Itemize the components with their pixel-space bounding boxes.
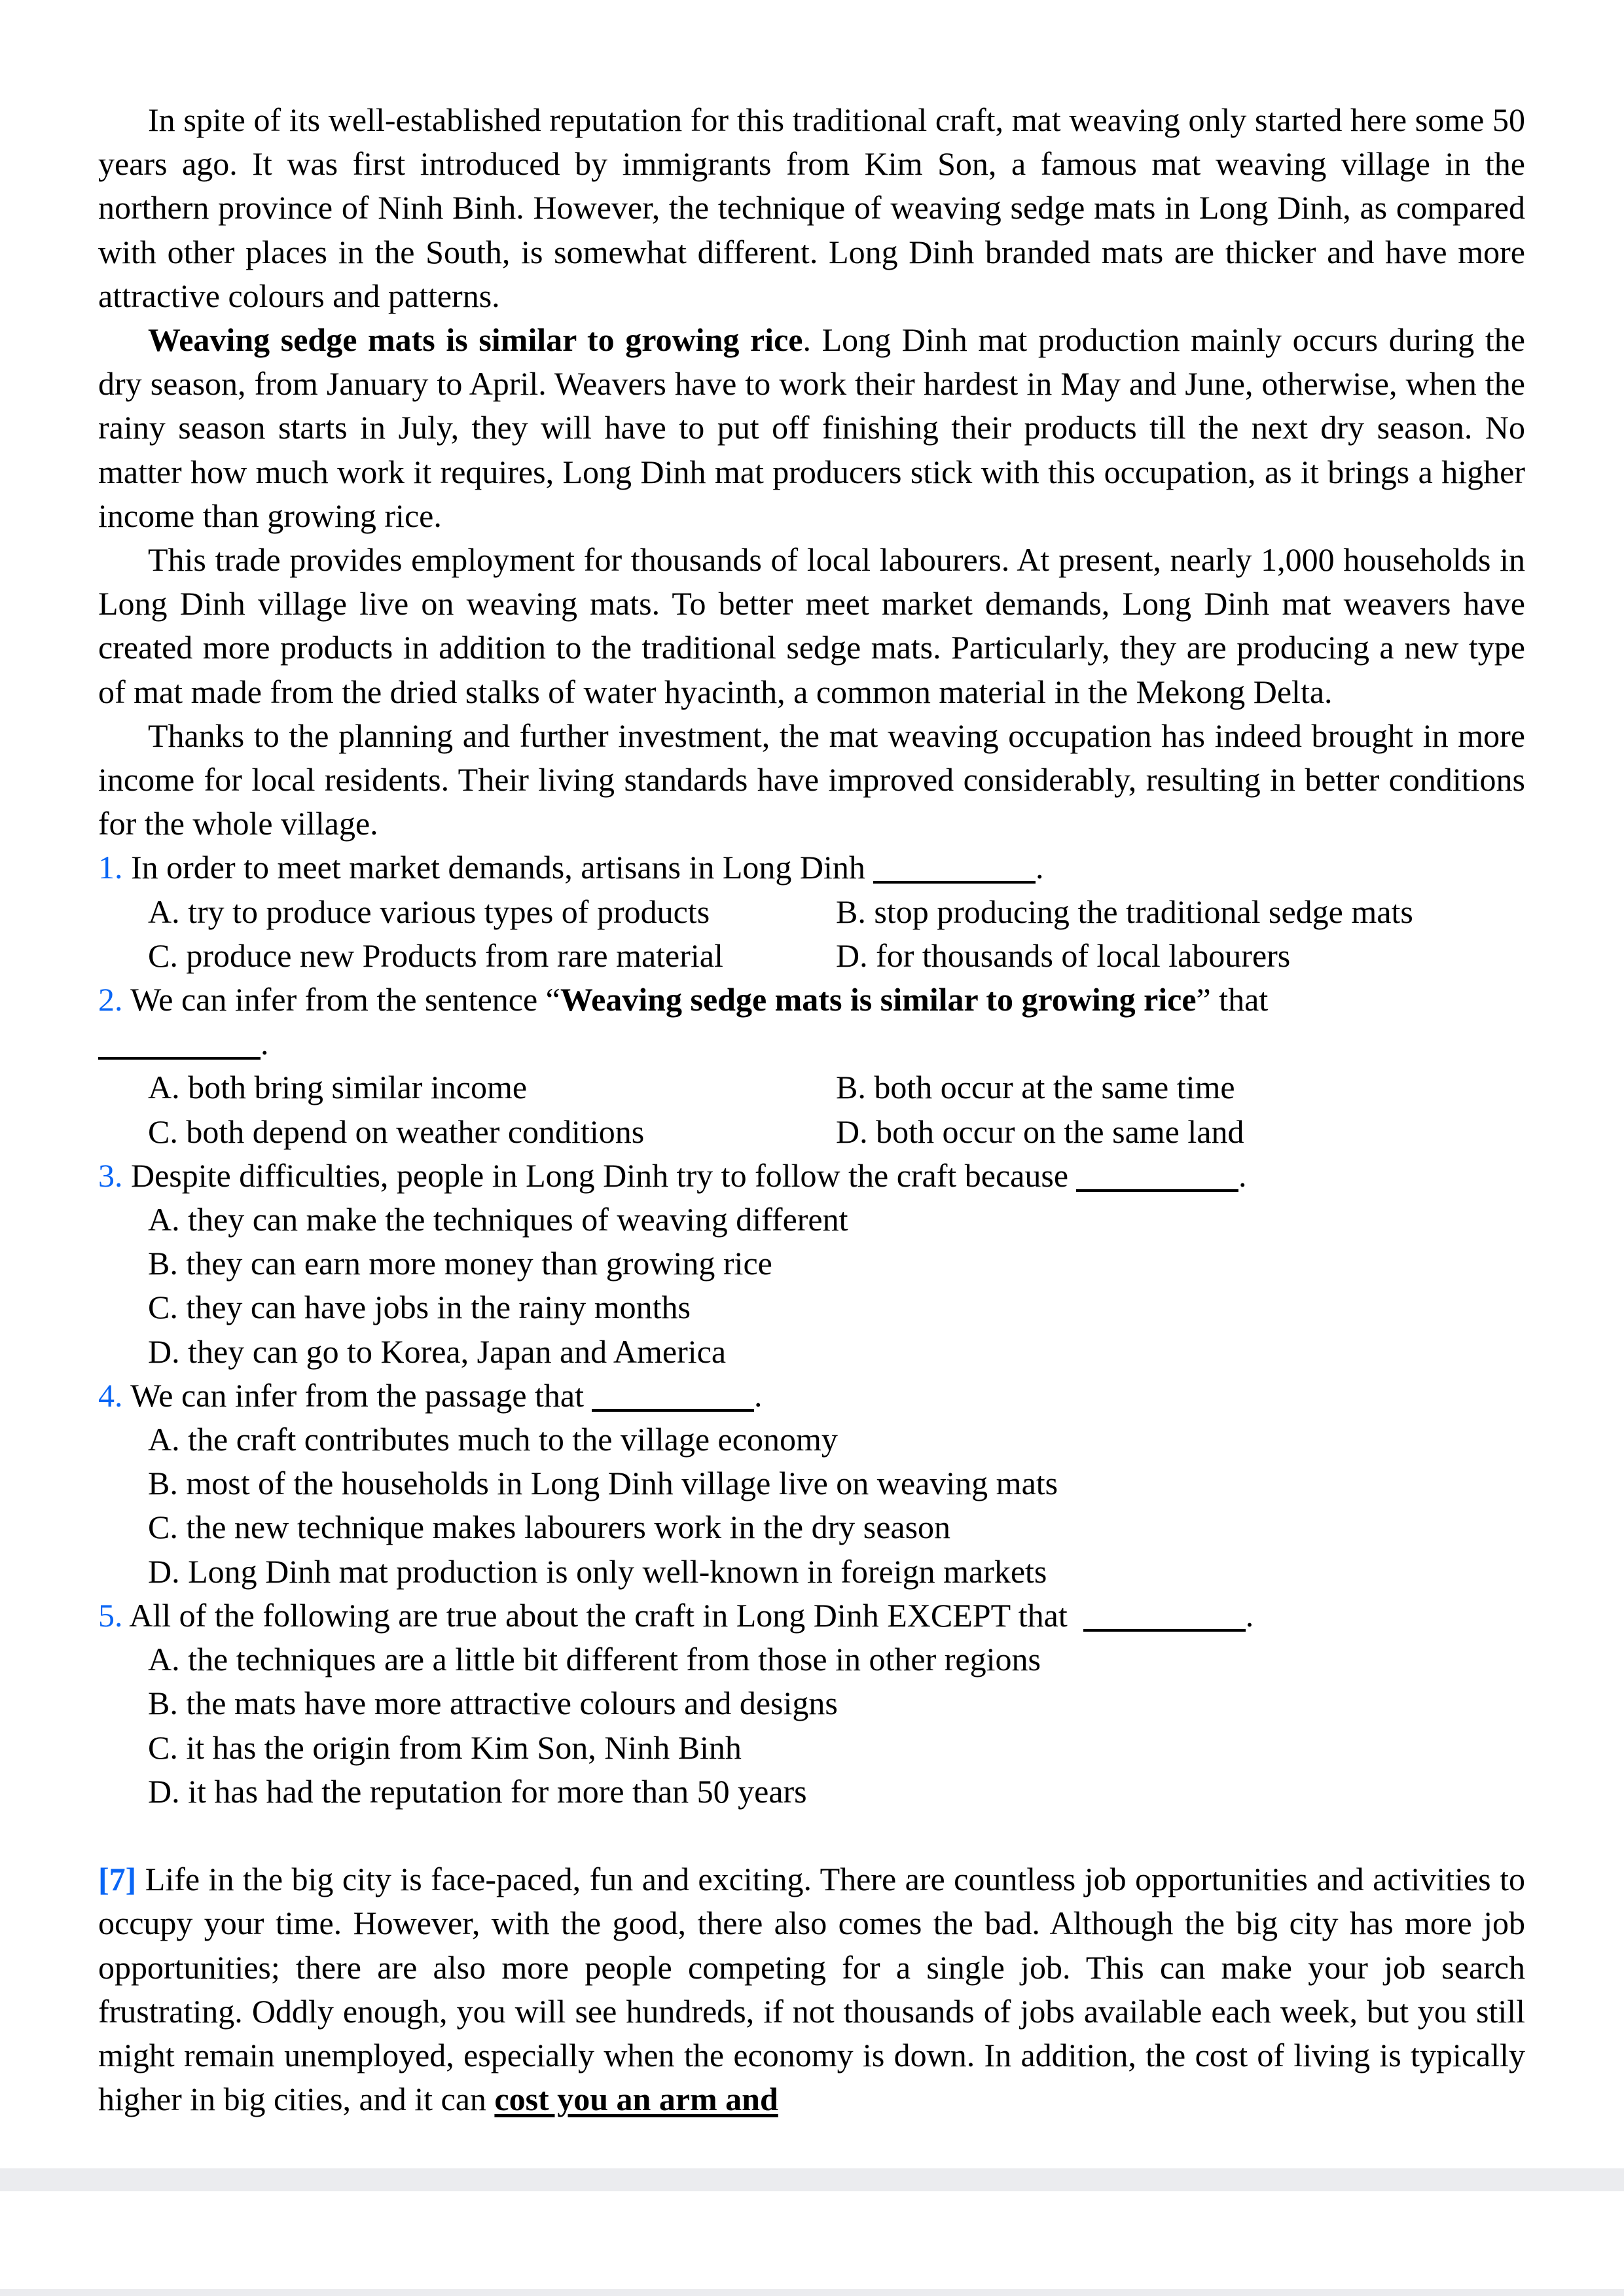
answer-blank (873, 881, 1036, 884)
question-stem: 5. All of the following are true about the craft in Long Dinh EXCEPT that . (98, 1596, 1254, 1634)
option-d[interactable]: D. for thousands of local labourers (836, 937, 1291, 974)
page-break-gap-bottom (0, 2289, 1624, 2296)
option-d[interactable]: D. they can go to Korea, Japan and America (148, 1333, 727, 1370)
question-number: 2. (98, 981, 123, 1018)
answer-blank-line: . (98, 1022, 1525, 1066)
answer-blank (1076, 1189, 1238, 1192)
option-a[interactable]: A. both bring similar income (148, 1069, 528, 1106)
option-c[interactable]: C. both depend on weather conditions (148, 1113, 645, 1150)
options (98, 1638, 1525, 1814)
option-c[interactable]: C. the new technique makes labourers work in the dry season (148, 1509, 951, 1546)
option-d[interactable]: D. both occur on the same land (836, 1113, 1244, 1150)
section-gap (98, 1814, 1525, 1857)
option-a[interactable]: A. they can make the techniques of weaving different (148, 1201, 848, 1238)
question-3 (98, 1154, 1525, 1374)
question-2 (98, 978, 1525, 1154)
question-1 (98, 846, 1525, 978)
passage-label: [7] (98, 1861, 137, 1898)
question-stem: 4. We can infer from the passage that . (98, 1376, 763, 1414)
bold-key-sentence: Weaving sedge mats is similar to growing rice (148, 321, 803, 359)
option-d[interactable]: D. it has had the reputation for more than 50 years (148, 1772, 807, 1810)
options (98, 1066, 1525, 1153)
question-number: 1. (98, 849, 123, 886)
passage-paragraph-4: Thanks to the planning and further investment, the mat weaving occupation has indeed brought in more income for local residents. Their living standards have improved considerably, resulting in better conditions for the whole village. (98, 717, 1525, 842)
option-b[interactable]: B. both occur at the same time (836, 1069, 1235, 1106)
answer-blank (1083, 1629, 1246, 1632)
option-c[interactable]: C. it has the origin from Kim Son, Ninh Binh (148, 1729, 742, 1766)
option-b[interactable]: B. they can earn more money than growing rice (148, 1245, 772, 1282)
option-d[interactable]: D. Long Dinh mat production is only well-known in foreign markets (148, 1552, 1047, 1590)
options (98, 890, 1525, 978)
passage-paragraph-3: This trade provides employment for thousands of local labourers. At present, nearly 1,000 households in Long Dinh village live on weaving mats. To better meet market demands, Long Dinh mat weavers have created more products in addition to the traditional sedge mats. Particularly, they are producing a new type of mat made from the dried stalks of water hyacinth, a common material in the Mekong Delta. (98, 541, 1525, 710)
passage-7-paragraph: [7] Life in the big city is face-paced, fun and exciting. There are countless job opportunities and activities to occupy your time. However, with the good, there also comes the bad. Although the big city has more job opportunities; there are also more people competing for a single job. This can make your job search frustrating. Oddly enough, you will see hundreds, if not thousands of jobs available each week, but you still might remain unemployed, especially when the economy is down. In addition, the cost of living is typically higher in big cities, and it can cost you an arm and (98, 1861, 1525, 2118)
option-b[interactable]: B. most of the households in Long Dinh village live on weaving mats (148, 1465, 1058, 1502)
passage-paragraph-2: Weaving sedge mats is similar to growing rice. Long Dinh mat production mainly occurs during the dry season, from January to April. Weavers have to work their hardest in May and June, otherwise, when the rainy season starts in July, they will have to put off finishing their products till the next dry season. No matter how much work it requires, Long Dinh mat producers stick with this occupation, as it brings a higher income than growing rice. (98, 321, 1525, 534)
question-stem: 2. We can infer from the sentence “Weaving sedge mats is similar to growing rice” that (98, 981, 1269, 1018)
underlined-idiom: cost you an arm and (494, 2081, 778, 2118)
passage-paragraph-1: In spite of its well-established reputation for this traditional craft, mat weaving only started here some 50 years ago. It was first introduced by immigrants from Kim Son, a famous mat weaving village in the northern province of Ninh Binh. However, the technique of weaving sedge mats in Long Dinh, as compared with other places in the South, is somewhat different. Long Dinh branded mats are thicker and have more attractive colours and patterns. (98, 101, 1525, 314)
options (98, 1418, 1525, 1594)
question-5 (98, 1594, 1525, 1814)
question-number: 5. (98, 1596, 123, 1634)
option-a[interactable]: A. the craft contributes much to the village economy (148, 1421, 838, 1458)
question-number: 3. (98, 1157, 123, 1194)
answer-blank (592, 1409, 754, 1412)
option-c[interactable]: C. produce new Products from rare material (148, 937, 723, 974)
options (98, 1198, 1525, 1374)
document-page (98, 98, 1525, 2121)
answer-blank (98, 1057, 261, 1060)
option-c[interactable]: C. they can have jobs in the rainy months (148, 1289, 691, 1326)
page-break-gap (0, 2168, 1624, 2191)
option-b[interactable]: B. stop producing the traditional sedge mats (836, 893, 1413, 930)
option-b[interactable]: B. the mats have more attractive colours and designs (148, 1685, 838, 1722)
question-stem: 3. Despite difficulties, people in Long Dinh try to follow the craft because . (98, 1157, 1247, 1194)
question-number: 4. (98, 1376, 123, 1414)
option-a[interactable]: A. try to produce various types of products (148, 893, 710, 930)
question-4 (98, 1374, 1525, 1594)
question-stem: 1. In order to meet market demands, artisans in Long Dinh . (98, 849, 1044, 886)
option-a[interactable]: A. the techniques are a little bit different from those in other regions (148, 1641, 1041, 1678)
